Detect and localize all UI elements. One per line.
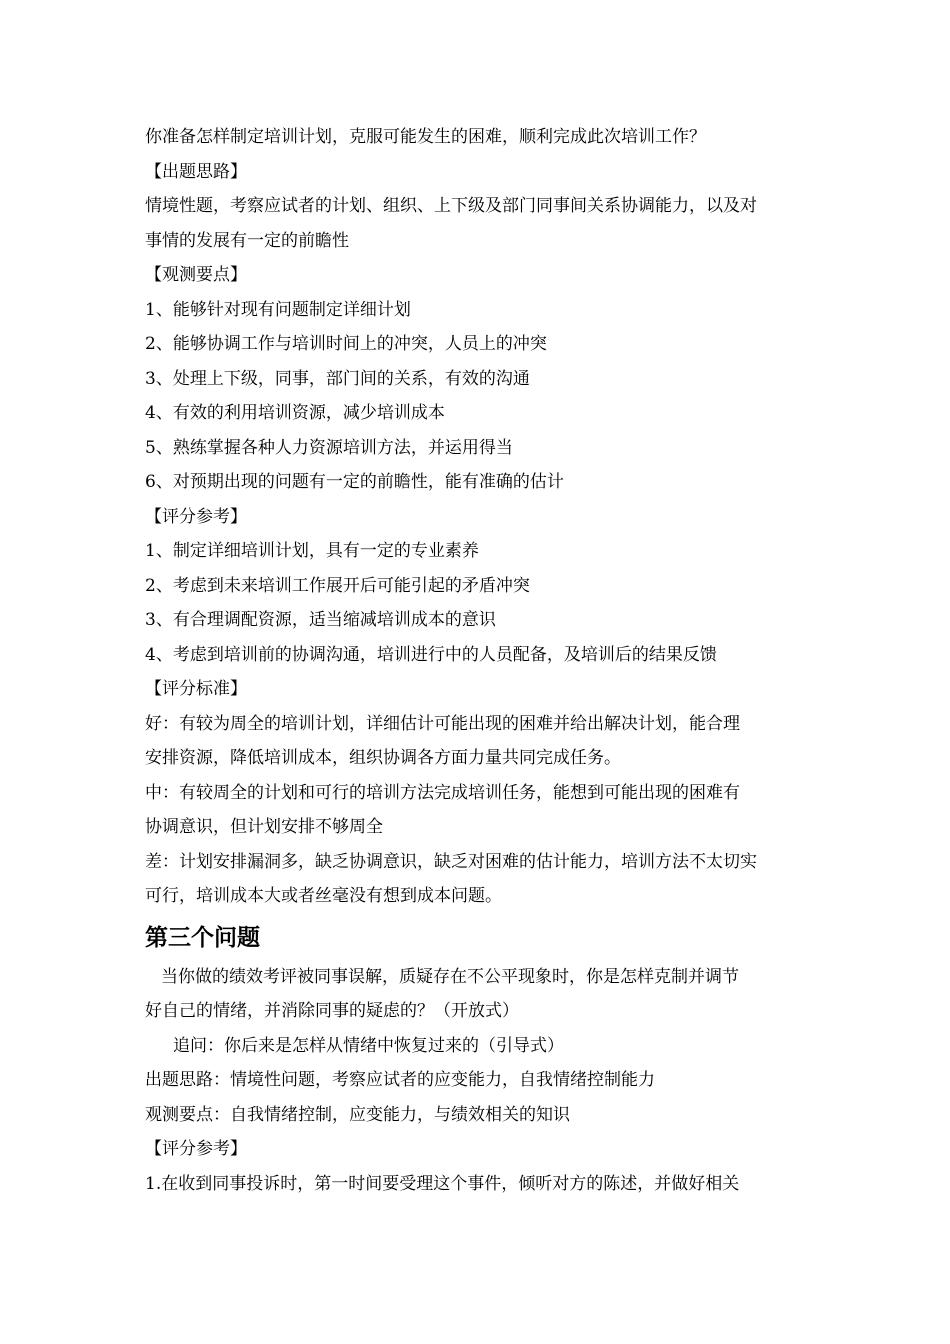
paragraph-line: 好：有较为周全的培训计划，详细估计可能出现的困难并给出解决计划，能合理 (145, 713, 740, 734)
paragraph-line: 事情的发展有一定的前瞻性 (145, 230, 349, 251)
list-item: 1、能够针对现有问题制定详细计划 (145, 299, 411, 320)
paragraph-line: 中：有较周全的计划和可行的培训方法完成培训任务，能想到可能出现的困难有 (145, 782, 740, 803)
section-header-standard: 【评分标准】 (145, 679, 247, 699)
paragraph-line: 出题思路：情境性问题，考察应试者的应变能力，自我情绪控制能力 (145, 1070, 655, 1090)
section-title: 第三个问题 (145, 924, 260, 951)
question-line: 当你做的绩效考评被同事误解，质疑存在不公平现象时，你是怎样克制并调节 (161, 966, 739, 987)
section-header-idea: 【出题思路】 (145, 161, 247, 182)
paragraph-line: 差：计划安排漏洞多，缺乏协调意识，缺乏对困难的估计能力，培训方法不太切实 (145, 851, 757, 872)
paragraph-line: 观测要点：自我情绪控制，应变能力，与绩效相关的知识 (145, 1104, 570, 1125)
list-item: 4、考虑到培训前的协调沟通，培训进行中的人员配备，及培训后的结果反馈 (145, 644, 717, 665)
list-item: 5、熟练掌握各种人力资源培训方法，并运用得当 (145, 437, 513, 458)
question-tail: 你准备怎样制定培训计划，克服可能发生的困难，顺利完成此次培训工作？ (145, 127, 706, 147)
paragraph-line: 可行，培训成本大或者丝毫没有想到成本问题。 (145, 886, 502, 906)
paragraph-line: 情境性题，考察应试者的计划、组织、上下级及部门同事间关系协调能力，以及对 (145, 196, 757, 216)
paragraph-line: 协调意识，但计划安排不够周全 (145, 817, 383, 837)
list-item: 1.在收到同事投诉时，第一时间要受理这个事件，倾听对方的陈述，并做好相关 (145, 1173, 740, 1194)
question-line: 好自己的情绪，并消除同事的疑虑的？（开放式） (145, 1001, 519, 1021)
list-item: 6、对预期出现的问题有一定的前瞻性，能有准确的估计 (145, 472, 564, 492)
list-item: 3、处理上下级，同事，部门间的关系，有效的沟通 (145, 368, 530, 389)
section-header-reference: 【评分参考】 (145, 1139, 247, 1159)
list-item: 4、有效的利用培训资源，减少培训成本 (145, 403, 445, 423)
followup-question: 追问：你后来是怎样从情绪中恢复过来的（引导式） (173, 1035, 564, 1056)
document-page (145, 120, 813, 1201)
list-item: 2、能够协调工作与培训时间上的冲突，人员上的冲突 (145, 334, 547, 354)
list-item: 2、考虑到未来培训工作展开后可能引起的矛盾冲突 (145, 575, 530, 596)
list-item: 1、制定详细培训计划，具有一定的专业素养 (145, 541, 479, 561)
section-header-reference: 【评分参考】 (145, 506, 247, 527)
paragraph-line: 安排资源，降低培训成本，组织协调各方面力量共同完成任务。 (145, 748, 621, 768)
section-header-observe: 【观测要点】 (145, 265, 247, 285)
list-item: 3、有合理调配资源，适当缩减培训成本的意识 (145, 610, 496, 630)
